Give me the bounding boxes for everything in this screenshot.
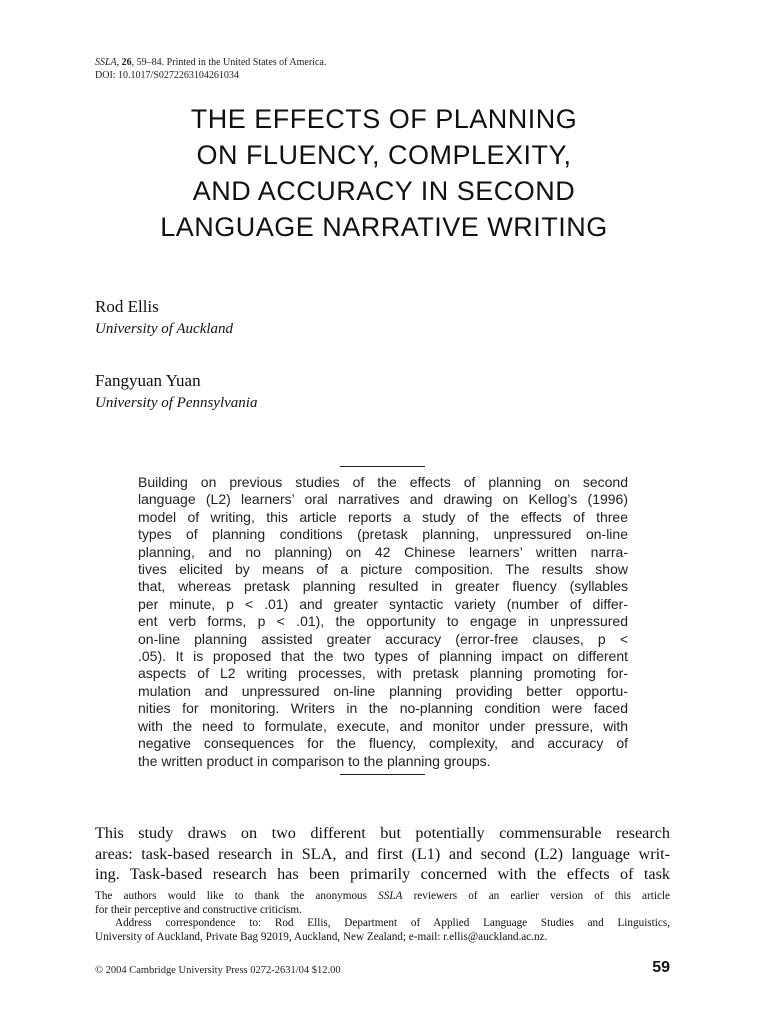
abstract-line: ent verb forms, p < .01), the opportunity to engage in unpressured [138,613,628,630]
body-line: ing. Task-based research has been primarily concerned with the effects of task [95,865,670,883]
author-affiliation: University of Pennsylvania [95,395,258,411]
abstract-line: .05). It is proposed that the two types of planning impact on different [138,648,628,665]
abstract [138,474,628,770]
author-block-2 [95,371,257,412]
address-line: Address correspondence to: Rod Ellis, Department of Applied Language Studies and Linguistics, [115,917,670,930]
abstract-line: language (L2) learners’ oral narratives and drawing on Kellog’s (1996) [138,491,628,508]
author-name: Fangyuan Yuan [95,371,201,390]
journal-abbrev: SSLA [95,57,117,68]
title-line: THE EFFECTS OF PLANNING [190,104,578,134]
abstract-line: tives elicited by means of a picture composition. The results show [138,561,628,578]
abstract-line: on-line planning assisted greater accuracy (error-free clauses, p < [138,630,628,647]
abstract-line: per minute, p < .01) and greater syntactic variety (number of differ- [138,595,628,612]
abstract-line: nities for monitoring. Writers in the no-planning condition were faced [138,700,628,717]
abstract-line: Building on previous studies of the effects of planning on second [138,474,628,490]
ack-suffix: reviewers of an earlier version of this article [402,890,670,902]
doi-line: DOI: 10.1017/S0272263104261034 [95,70,239,81]
citation-line: SSLA, 26, 59–84. Printed in the United States of America. [95,57,327,68]
volume-number: 26 [121,57,132,68]
running-header [95,56,326,82]
abstract-line: planning, and no planning) on 42 Chinese learners’ written narra- [138,543,628,560]
acknowledgment-line [95,890,670,904]
abstract-line: with the need to formulate, execute, and monitor under pressure, with [138,717,628,734]
pages-printed: , 59–84. Printed in the United States of America. [131,57,327,68]
title-line: LANGUAGE NARRATIVE WRITING [160,212,608,242]
abstract-line: that, whereas pretask planning resulted in greater fluency (syllables [138,578,628,595]
abstract-line: mulation and unpressured on-line planning providing better opportu- [138,682,628,699]
article-title [84,101,684,245]
footnote [95,890,670,944]
title-line: ON FLUENCY, COMPLEXITY, [196,140,572,170]
abstract-line: negative consequences for the fluency, complexity, and accuracy of [138,735,628,752]
author-block-1 [95,297,233,338]
ack-prefix: The authors would like to thank the anonymous [95,890,379,902]
body-line: areas: task-based research in SLA, and first (L1) and second (L2) language writ- [95,844,670,863]
title-line: AND ACCURACY IN SECOND [192,176,576,206]
ack-journal: SSLA [378,890,403,902]
abstract-line: types of planning conditions (pretask planning, unpressured on-line [138,526,628,543]
abstract-line: model of writing, this article reports a study of the effects of three [138,508,628,525]
abstract-line: the written product in comparison to the planning groups. [138,752,491,769]
acknowledgment-line-2: for their perceptive and constructive criticism. [95,903,302,916]
author-affiliation: University of Auckland [95,321,234,337]
abstract-bottom-rule [340,774,425,775]
copyright-line: © 2004 Cambridge University Press 0272-2631/04 $12.00 [95,965,341,976]
body-paragraph [95,823,670,885]
author-name: Rod Ellis [95,297,159,316]
address-line-2: University of Auckland, Private Bag 92019, Auckland, New Zealand; e-mail: r.ellis@auckland.ac.nz. [95,930,548,943]
page-number: 59 [652,959,670,976]
abstract-line: aspects of L2 writing processes, with pretask planning promoting for- [138,665,628,682]
body-line: This study draws on two different but potentially commensurable research [95,824,670,842]
abstract-top-rule [340,466,425,467]
